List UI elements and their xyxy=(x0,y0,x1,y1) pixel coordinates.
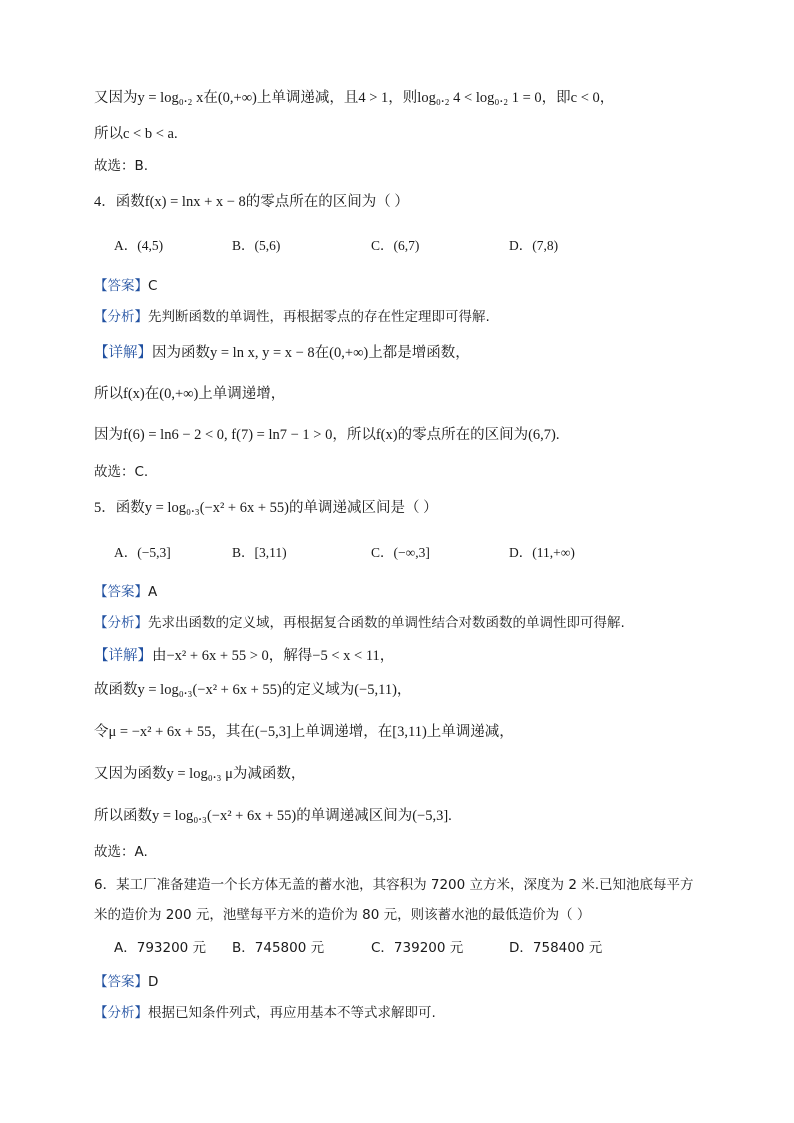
q6-option-c: C．739200 元 xyxy=(371,940,464,956)
question-6-line-1: 6．某工厂准备建造一个长方体无盖的蓄水池，其容积为 7200 立方米，深度为 2 米.已知池底每平方 xyxy=(94,877,694,893)
analysis-tag: 【分析】 xyxy=(94,309,148,325)
q6-option-a: A．793200 元 xyxy=(114,940,207,956)
text-line: 又因为y = log₀.₂ x在(0,+∞)上单调递减，且4 > 1，则log₀.₂ 4 < log₀.₂ 1 = 0，即c < 0， xyxy=(94,90,615,106)
detail-tag: 【详解】 xyxy=(94,345,152,361)
detail-line xyxy=(94,646,394,666)
q5-option-a: A．(−5,3] xyxy=(114,545,171,560)
q6-option-d: D．758400 元 xyxy=(509,940,603,956)
detail-line xyxy=(94,343,470,363)
q5-option-b: B．[3,11) xyxy=(232,545,287,560)
text-line: 令μ = −x² + 6x + 55，其在(−5,3]上单调递增，在[3,11)上单调递减， xyxy=(94,724,514,740)
text-line: 所以c < b < a. xyxy=(94,126,178,142)
answer-tag: 【答案】 xyxy=(94,974,148,990)
answer-value: A xyxy=(148,584,158,600)
answer-value: C xyxy=(148,278,158,294)
detail-text: 因为函数y = ln x, y = x − 8在(0,+∞)上都是增函数， xyxy=(152,345,470,361)
text-line: 故选：A. xyxy=(94,844,148,860)
answer-line xyxy=(94,276,157,296)
answer-tag: 【答案】 xyxy=(94,278,148,294)
q4-option-a: A．(4,5) xyxy=(114,238,164,253)
q5-options xyxy=(0,543,794,563)
analysis-line xyxy=(94,613,625,633)
q5-option-d: D．(11,+∞) xyxy=(509,545,575,560)
text-line: 故选：C. xyxy=(94,464,149,480)
answer-line xyxy=(94,582,157,602)
analysis-text: 先求出函数的定义域，再根据复合函数的单调性结合对数函数的单调性即可得解. xyxy=(148,615,625,631)
analysis-tag: 【分析】 xyxy=(94,615,148,631)
answer-value: D xyxy=(148,974,159,990)
analysis-line xyxy=(94,1003,436,1023)
analysis-tag: 【分析】 xyxy=(94,1005,148,1021)
analysis-text: 先判断函数的单调性，再根据零点的存在性定理即可得解. xyxy=(148,309,490,325)
question-5: 5．函数y = log₀.₃(−x² + 6x + 55)的单调递减区间是（ ） xyxy=(94,500,438,516)
text-line: 所以函数y = log₀.₃(−x² + 6x + 55)的单调递减区间为(−5,3]. xyxy=(94,808,452,824)
detail-tag: 【详解】 xyxy=(94,648,152,664)
q4-option-d: D．(7,8) xyxy=(509,238,559,253)
answer-line xyxy=(94,972,158,992)
analysis-line xyxy=(94,307,490,327)
question-4: 4．函数f(x) = lnx + x − 8的零点所在的区间为（ ） xyxy=(94,194,409,210)
q6-option-b: B．745800 元 xyxy=(232,940,325,956)
text-line: 又因为函数y = log₀.₃ μ为减函数， xyxy=(94,766,306,782)
answer-tag: 【答案】 xyxy=(94,584,148,600)
q4-options xyxy=(0,236,794,256)
text-line: 所以f(x)在(0,+∞)上单调递增， xyxy=(94,386,286,402)
question-6-line-2: 米的造价为 200 元，池壁每平方米的造价为 80 元，则该蓄水池的最低造价为（ ） xyxy=(94,907,591,923)
q6-options xyxy=(0,938,794,958)
text-line: 故选：B. xyxy=(94,158,149,174)
q4-option-b: B．(5,6) xyxy=(232,238,281,253)
text-line: 因为f(6) = ln6 − 2 < 0, f(7) = ln7 − 1 > 0，所以f(x)的零点所在的区间为(6,7). xyxy=(94,427,560,443)
text-line: 故函数y = log₀.₃(−x² + 6x + 55)的定义域为(−5,11)， xyxy=(94,682,412,698)
q4-option-c: C．(6,7) xyxy=(371,238,420,253)
q5-option-c: C．(−∞,3] xyxy=(371,545,430,560)
analysis-text: 根据已知条件列式，再应用基本不等式求解即可. xyxy=(148,1005,436,1021)
detail-text: 由−x² + 6x + 55 > 0，解得−5 < x < 11， xyxy=(152,648,395,664)
